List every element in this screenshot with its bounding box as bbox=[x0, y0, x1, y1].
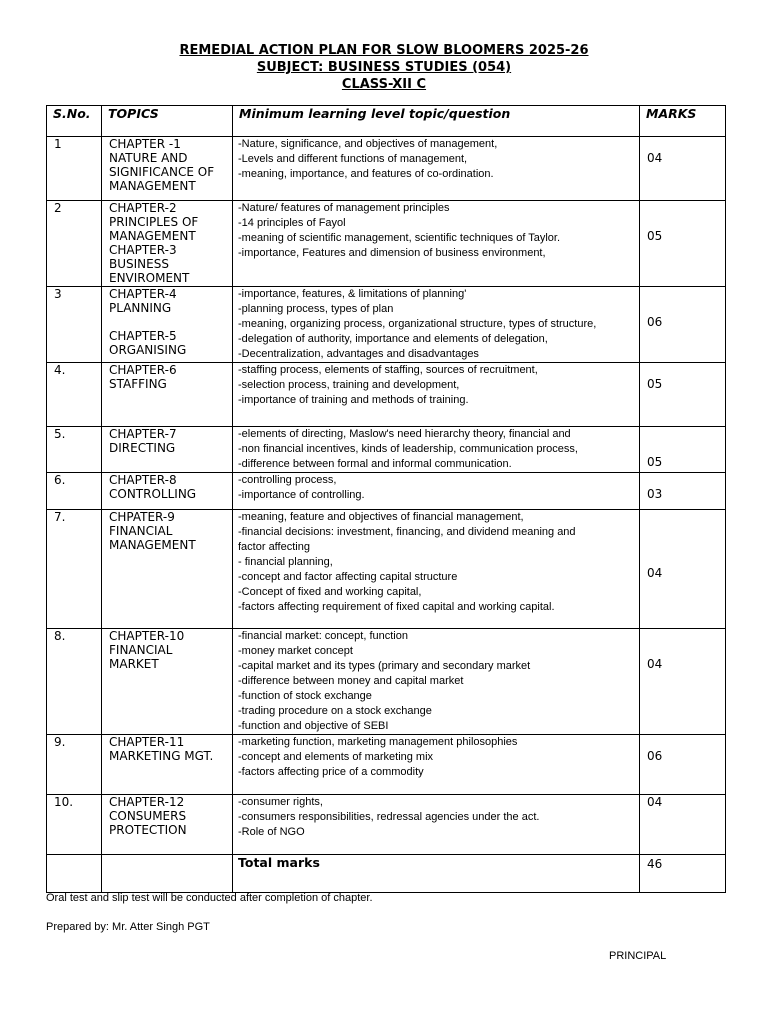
row-topic: CHAPTER-12 CONSUMERS PROTECTION bbox=[109, 795, 187, 837]
oral-test-note: Oral test and slip test will be conducted after completion of chapter. bbox=[46, 892, 373, 904]
total-empty-topic bbox=[102, 855, 233, 893]
total-value: 46 bbox=[647, 857, 663, 871]
row-marks-cell bbox=[640, 427, 726, 473]
class-title: CLASS-XII C bbox=[341, 77, 427, 92]
total-empty-sno bbox=[47, 855, 102, 893]
document-header bbox=[0, 42, 768, 93]
row-marks-cell bbox=[640, 137, 726, 201]
row-sno: 7. bbox=[54, 510, 66, 524]
row-marks: 05 bbox=[647, 229, 663, 243]
principal-signature: PRINCIPAL bbox=[609, 950, 667, 962]
row-marks: 04 bbox=[647, 151, 663, 165]
row-details-cell bbox=[233, 427, 640, 473]
row-marks-cell bbox=[640, 629, 726, 735]
row-topic: CHAPTER-4 PLANNING CHAPTER-5 ORGANISING bbox=[109, 287, 187, 357]
row-details-cell bbox=[233, 795, 640, 855]
table-row bbox=[47, 510, 726, 629]
row-sno-cell bbox=[47, 363, 102, 427]
table-row bbox=[47, 795, 726, 855]
row-details-cell bbox=[233, 735, 640, 795]
column-header-topics: TOPICS bbox=[102, 106, 233, 137]
row-details-cell bbox=[233, 510, 640, 629]
row-marks-cell bbox=[640, 795, 726, 855]
row-sno: 10. bbox=[54, 795, 74, 809]
row-sno: 1 bbox=[54, 137, 62, 151]
row-sno: 5. bbox=[54, 427, 66, 441]
row-topic-cell bbox=[102, 137, 233, 201]
table-row bbox=[47, 629, 726, 735]
row-marks-cell bbox=[640, 735, 726, 795]
column-header-minimum-level: Minimum learning level topic/question bbox=[233, 106, 640, 137]
table-row bbox=[47, 201, 726, 287]
row-sno: 8. bbox=[54, 629, 66, 643]
row-marks-cell bbox=[640, 287, 726, 363]
row-sno: 6. bbox=[54, 473, 66, 487]
row-sno: 9. bbox=[54, 735, 66, 749]
row-details-cell bbox=[233, 137, 640, 201]
table-header-row bbox=[47, 106, 726, 137]
table-row bbox=[47, 287, 726, 363]
row-sno-cell bbox=[47, 510, 102, 629]
row-sno: 2 bbox=[54, 201, 62, 215]
table-row bbox=[47, 137, 726, 201]
row-marks: 04 bbox=[647, 566, 663, 580]
table-row bbox=[47, 427, 726, 473]
row-details: -elements of directing, Maslow's need hierarchy theory, financial and -non financial incentives, kinds of leadership, communication process, -difference between formal and informal communication. bbox=[238, 428, 578, 470]
total-label: Total marks bbox=[238, 855, 320, 870]
row-topic: CHAPTER-11 MARKETING MGT. bbox=[109, 735, 214, 763]
row-topic-cell bbox=[102, 735, 233, 795]
row-sno-cell bbox=[47, 629, 102, 735]
table-row bbox=[47, 735, 726, 795]
total-row bbox=[47, 855, 726, 893]
row-details: -consumer rights, -consumers responsibilities, redressal agencies under the act. -Role of NGO bbox=[238, 796, 540, 838]
row-details-cell bbox=[233, 629, 640, 735]
row-topic-cell bbox=[102, 201, 233, 287]
row-sno-cell bbox=[47, 473, 102, 510]
row-marks-cell bbox=[640, 363, 726, 427]
row-details: -controlling process, -importance of controlling. bbox=[238, 474, 365, 501]
row-marks: 05 bbox=[647, 377, 663, 391]
row-topic-cell bbox=[102, 473, 233, 510]
column-header-sno: S.No. bbox=[47, 106, 102, 137]
row-sno-cell bbox=[47, 201, 102, 287]
prepared-by: Prepared by: Mr. Atter Singh PGT bbox=[46, 921, 210, 933]
row-details: -staffing process, elements of staffing, sources of recruitment, -selection process, training and development, -importance of training and methods of training. bbox=[238, 364, 538, 406]
row-details: -Nature/ features of management principles -14 principles of Fayol -meaning of scientific management, scientific techniques of Taylor. -importance, Features and dimension of business environment, bbox=[238, 202, 561, 259]
table-row bbox=[47, 363, 726, 427]
row-topic: CHAPTER-7 DIRECTING bbox=[109, 427, 177, 455]
row-details: -meaning, feature and objectives of financial management, -financial decisions: investment, financing, and dividend meaning and factor affecting - financial planning, -concept and factor affecting capital structure -Concept of fixed and working capital, -factors affecting requirement of fixed capital and working capital. bbox=[238, 511, 576, 613]
row-details: -marketing function, marketing management philosophies -concept and elements of marketing mix -factors affecting price of a commodity bbox=[238, 736, 518, 778]
row-sno-cell bbox=[47, 735, 102, 795]
remedial-plan-table bbox=[46, 105, 726, 893]
table-row bbox=[47, 473, 726, 510]
row-topic-cell bbox=[102, 795, 233, 855]
row-topic: CHAPTER-10 FINANCIAL MARKET bbox=[109, 629, 185, 671]
plan-title: REMEDIAL ACTION PLAN FOR SLOW BLOOMERS 2025-26 bbox=[179, 43, 589, 58]
subject-title: SUBJECT: BUSINESS STUDIES (054) bbox=[256, 60, 512, 75]
row-details: -financial market: concept, function -money market concept -capital market and its types (primary and secondary market -difference between money and capital market -function of stock exchange -trading procedure on a stock exchange -function and objective of SEBI bbox=[238, 630, 531, 732]
row-sno-cell bbox=[47, 427, 102, 473]
row-topic: CHAPTER -1 NATURE AND SIGNIFICANCE OF MANAGEMENT bbox=[109, 137, 215, 193]
row-details-cell bbox=[233, 287, 640, 363]
row-marks-cell bbox=[640, 510, 726, 629]
row-marks: 03 bbox=[647, 487, 663, 501]
total-value-cell bbox=[640, 855, 726, 893]
row-sno-cell bbox=[47, 287, 102, 363]
row-details-cell bbox=[233, 201, 640, 287]
row-sno-cell bbox=[47, 795, 102, 855]
row-details: -importance, features, & limitations of planning' -planning process, types of plan -meaning, organizing process, organizational structure, types of structure, -delegation of authority, importance and elements of delegation, -Decentralization, advantages and disadvantages bbox=[238, 288, 597, 360]
row-topic: CHAPTER-2 PRINCIPLES OF MANAGEMENT CHAPTER-3 BUSINESS ENVIROMENT bbox=[109, 201, 199, 285]
total-label-cell bbox=[233, 855, 640, 893]
row-topic-cell bbox=[102, 363, 233, 427]
row-topic-cell bbox=[102, 629, 233, 735]
row-topic: CHAPTER-6 STAFFING bbox=[109, 363, 177, 391]
row-marks-cell bbox=[640, 473, 726, 510]
row-topic-cell bbox=[102, 510, 233, 629]
row-topic: CHAPTER-8 CONTROLLING bbox=[109, 473, 197, 501]
row-marks: 06 bbox=[647, 315, 663, 329]
row-marks: 05 bbox=[647, 455, 663, 469]
row-details-cell bbox=[233, 473, 640, 510]
row-topic-cell bbox=[102, 427, 233, 473]
row-topic: CHPATER-9 FINANCIAL MANAGEMENT bbox=[109, 510, 196, 552]
row-sno: 4. bbox=[54, 363, 66, 377]
row-marks: 06 bbox=[647, 749, 663, 763]
row-marks-cell bbox=[640, 201, 726, 287]
row-sno: 3 bbox=[54, 287, 62, 301]
row-details: -Nature, significance, and objectives of management, -Levels and different functions of management, -meaning, importance, and features of co-ordination. bbox=[238, 138, 498, 180]
row-topic-cell bbox=[102, 287, 233, 363]
row-marks: 04 bbox=[647, 795, 663, 809]
column-header-marks: MARKS bbox=[640, 106, 726, 137]
row-details-cell bbox=[233, 363, 640, 427]
row-sno-cell bbox=[47, 137, 102, 201]
row-marks: 04 bbox=[647, 657, 663, 671]
